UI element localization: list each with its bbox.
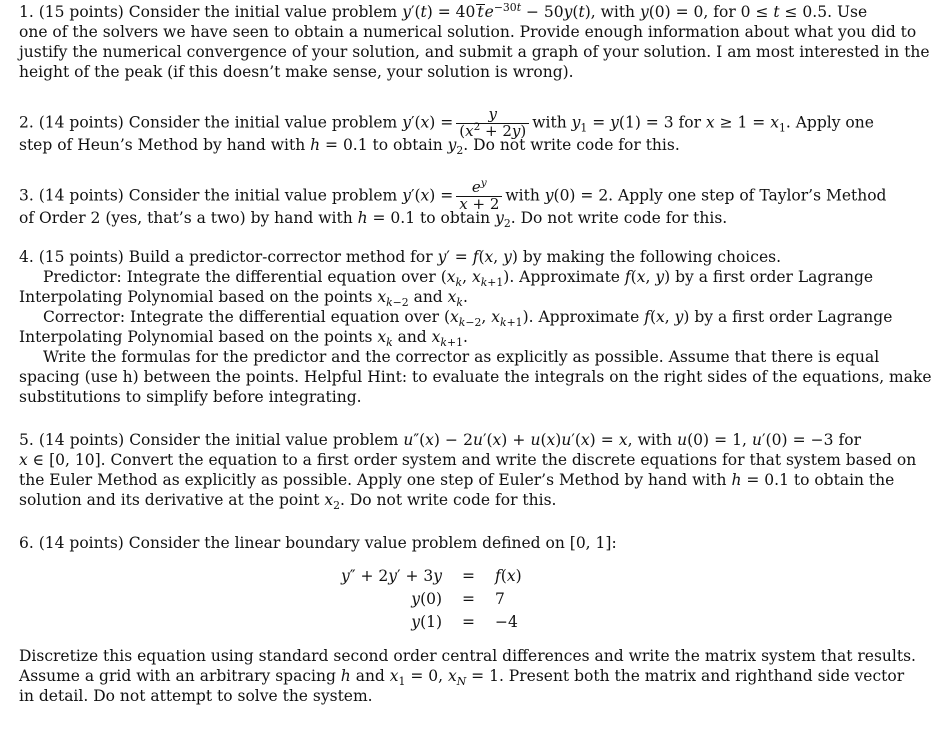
system-rhs: f(x) xyxy=(495,567,522,585)
problem-1-line-4: height of the peak (if this doesn’t make sense, your solution is wrong). xyxy=(19,63,574,81)
homework-page xyxy=(19,0,932,706)
problem-1 xyxy=(19,0,930,82)
problem-6 xyxy=(19,533,916,706)
system-row xyxy=(337,565,526,588)
problem-4 xyxy=(19,247,932,407)
problem-2-line-2: step of Heun’s Method by hand with h = 0.1 to obtain $y_2$. Do not write code for this. xyxy=(19,136,680,158)
problem-2-line-1: 2. (14 points) Consider the initial value problem y′(x) = $\frac{y}{(x^2 + 2y)}$ with $y_1 = y(1) = 3$ for $x \ge 1 = x_1$. Apply one xyxy=(19,104,874,140)
problem-2 xyxy=(19,101,874,158)
problem-1-line-1: 1. (15 points) Consider the initial value problem y′(t) = 40 $te^{-30t} - 50y(t)$, with y(0) = 0, for 0 ≤ t ≤ 0.5. Use xyxy=(19,0,868,21)
problem-6-line-1: Discretize this equation using standard second order central differences and write the matrix system that results. xyxy=(19,647,916,665)
problem-3-line-1: 3. (14 points) Consider the initial value problem y′(x) = $\frac{e^y}{x + 2}$ with y(0) = 2. Apply one step of Taylor’s Method xyxy=(19,176,887,213)
problem-5-line-3: the Euler Method as explicitly as possible. Apply one step of Euler’s Method by hand with h = 0.1 to obtain the xyxy=(19,471,895,489)
problem-4-line-3: Interpolating Polynomial based on the points $x_{k-2}$ and $x_k$. xyxy=(19,288,468,310)
problem-5 xyxy=(19,430,917,513)
system-rhs: −4 xyxy=(495,613,518,631)
problem-1-line-3: justify the numerical convergence of your solution, and submit a graph of your solution. I am most interested in the xyxy=(19,43,930,61)
system-rhs: 7 xyxy=(495,590,505,608)
problem-6-intro: 6. (14 points) Consider the linear boundary value problem defined on [0, 1]: xyxy=(19,534,617,552)
problem-4-line-8: substitutions to simplify before integrating. xyxy=(19,388,362,406)
problem-5-line-4: solution and its derivative at the point $x_2$. Do not write code for this. xyxy=(19,491,557,513)
problem-4-line-2: Predictor: Integrate the differential equation over ($x_k$, $x_{k+1}$). Approximate f(x, y) by a first order Lagrange xyxy=(43,268,874,290)
problem-1-line-2: one of the solvers we have seen to obtain a numerical solution. Provide enough information about what you did to xyxy=(19,23,917,41)
problem-4-line-6: Write the formulas for the predictor and the corrector as explicitly as possible. Assume that there is equal xyxy=(43,348,880,366)
problem-4-line-5: Interpolating Polynomial based on the points $x_k$ and $x_{k+1}$. xyxy=(19,328,468,350)
problem-3 xyxy=(19,174,887,231)
problem-5-line-1: 5. (14 points) Consider the initial value problem u″(x) − 2u′(x) + u(x)u′(x) = x, with u(0) = 1, u′(0) = −3 for xyxy=(19,431,862,449)
system-lhs: y″ + 2y′ + 3y xyxy=(341,567,443,585)
system-lhs: y(0) xyxy=(411,590,443,608)
problem-5-line-2: x ∈ [0, 10]. Convert the equation to a first order system and write the discrete equations for that system based on xyxy=(19,451,917,469)
problem-3-line-2: of Order 2 (yes, that’s a two) by hand with h = 0.1 to obtain $y_2$. Do not write code for this. xyxy=(19,209,728,231)
system-lhs: y(1) xyxy=(411,613,443,631)
system-eq: = xyxy=(462,590,476,608)
problem-6-line-3: in detail. Do not attempt to solve the system. xyxy=(19,687,373,705)
problem-6-line-2: Assume a grid with an arbitrary spacing h and $x_1 = 0$, $x_N = 1$. Present both the matrix and righthand side vector xyxy=(19,667,905,689)
system-eq: = xyxy=(462,567,476,585)
problem-4-line-4: Corrector: Integrate the differential equation over ($x_{k-2}$, $x_{k+1}$). Approximate f(x, y) by a first order Lagrange xyxy=(43,308,893,330)
system-eq: = xyxy=(462,613,476,631)
problem-4-line-1: 4. (15 points) Build a predictor-corrector method for y′ = f(x, y) by making the following choices. xyxy=(19,248,781,266)
system-row xyxy=(337,611,526,634)
boundary-value-system xyxy=(337,565,526,634)
system-row xyxy=(337,588,526,611)
problem-4-line-7: spacing (use h) between the points. Helpful Hint: to evaluate the integrals on the right sides of the equations, make xyxy=(19,368,932,386)
